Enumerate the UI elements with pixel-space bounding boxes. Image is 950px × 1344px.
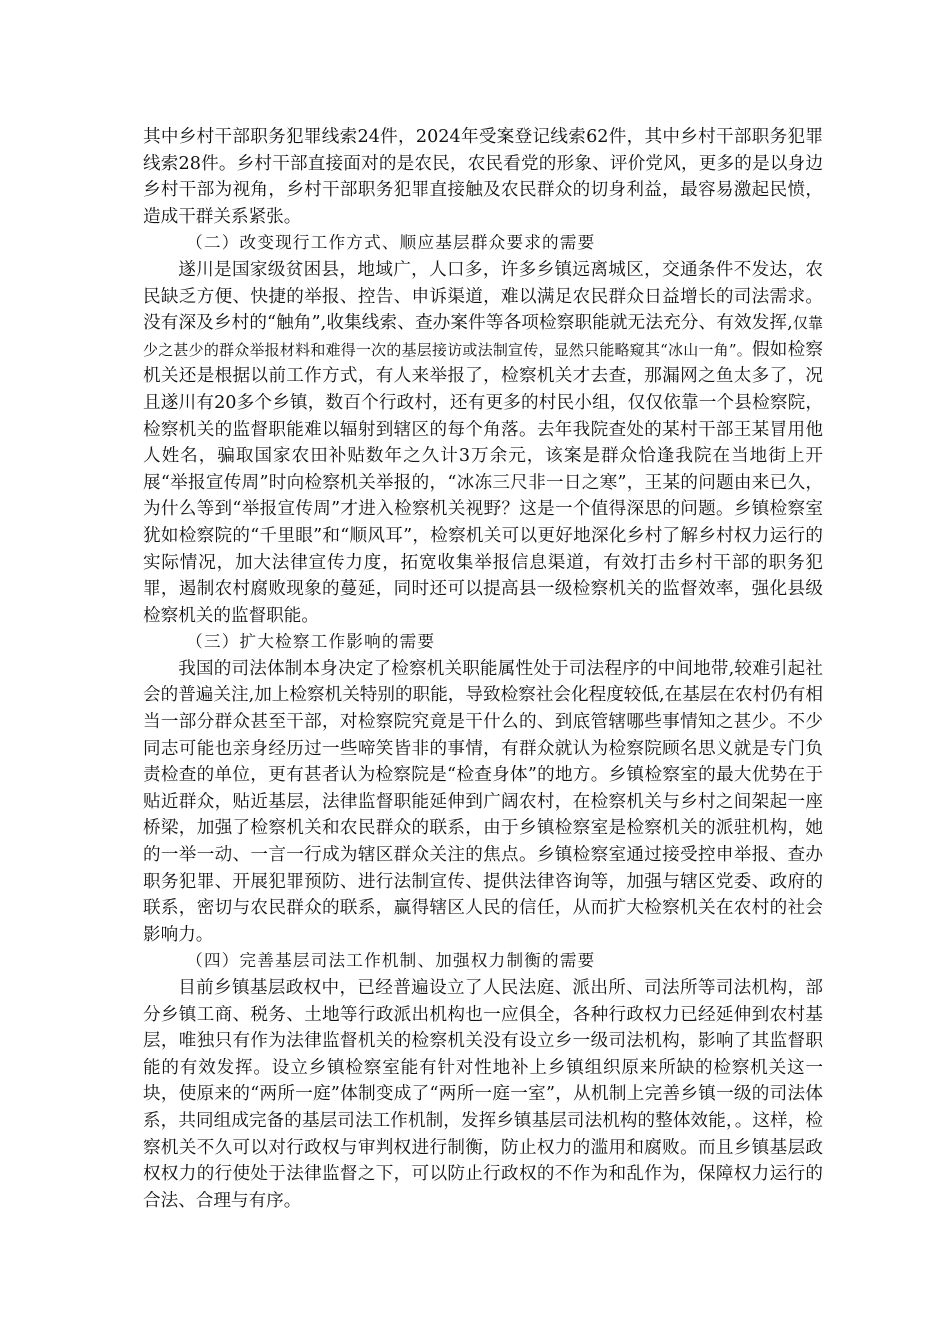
paragraph-section-2-part-a: 遂川是国家级贫困县，地域广，人口多，许多乡镇远离城区，交通条件不发达，农民缺乏方便、快捷的举报、控告、申诉渠道，难以满足农民群众日益增长的司法需求。没有深及乡村的“触角”,收集线索、查办案件等各项检察职能就无法充分、有效发挥,	[143, 259, 823, 334]
section-heading-2: （二）改变现行工作方式、顺应基层群众要求的需要	[186, 233, 596, 253]
section-heading-3: （三）扩大检察工作影响的需要	[186, 632, 436, 652]
paragraph-continued: 其中乡村干部职务犯罪线索24件，2024年受案登记线索62件，其中乡村干部职务犯罪线索28件。乡村干部直接面对的是农民，农民看党的形象、评价党风，更多的是以身边乡村干部为视角，乡村干部职务犯罪直接触及农民群众的切身利益，最容易激起民愤，造成干群关系紧张。	[143, 127, 823, 227]
paragraph-section-2-part-c: 假如检察机关还是根据以前工作方式，有人来举报了，检察机关才去查，那漏网之鱼太多了，况且遂川有20多个乡镇，数百个行政村，还有更多的村民小组，仅仅依靠一个县检察院，检察机关的监督职能难以辐射到辖区的每个角落。去年我院查处的某村干部王某冒用他人姓名，骗取国家农田补贴数年之久计3万余元，该案是群众恰逢我院在当地街上开展“举报宣传周”时向检察机关举报的，“冰冻三尺非一日之寒”，王某的问题由来已久，为什么等到“举报宣传周”才进入检察机关视野？这是一个值得深思的问题。乡镇检察室犹如检察院的“千里眼”和“顺风耳”，检察机关可以更好地深化乡村了解乡村权力运行的实际情况，加大法律宣传力度，拓宽收集举报信息渠道，有效打击乡村干部的职务犯罪，遏制农村腐败现象的蔓延，同时还可以提高县一级检察机关的监督效率，强化县级检察机关的监督职能。	[143, 339, 823, 626]
paragraph-section-2-part-b: 仅靠少之甚少的群众举报材料和难得一次的基层接访或法制宣传，显然只能略窥其“冰山一角”。	[143, 314, 823, 359]
document-page	[143, 124, 823, 1214]
paragraph-section-2	[143, 257, 823, 629]
paragraph-section-3: 我国的司法体制本身决定了检察机关职能属性处于司法程序的中间地带,较难引起社会的普遍关注,加上检察机关特别的职能，导致检察社会化程度较低,在基层在农村仍有相当一部分群众甚至干部，对检察院究竟是干什么的、到底管辖哪些事情知之甚少。不少同志可能也亲身经历过一些啼笑皆非的事情，有群众就认为检察院顾名思义就是专门负责检查的单位，更有甚者认为检察院是“检查身体”的地方。乡镇检察室的最大优势在于贴近群众，贴近基层，法律监督职能延伸到广阔农村，在检察机关与乡村之间架起一座桥梁，加强了检察机关和农民群众的联系，由于乡镇检察室是检察机关的派驻机构，她的一举一动、一言一行成为辖区群众关注的焦点。乡镇检察室通过接受控申举报、查办职务犯罪、开展犯罪预防、进行法制宣传、提供法律咨询等，加强与辖区党委、政府的联系，密切与农民群众的联系，赢得辖区人民的信任，从而扩大检察机关在农村的社会影响力。	[143, 658, 823, 945]
section-heading-4: （四）完善基层司法工作机制、加强权力制衡的需要	[186, 951, 596, 971]
paragraph-section-4: 目前乡镇基层政权中，已经普遍设立了人民法庭、派出所、司法所等司法机构，部分乡镇工商、税务、土地等行政派出机构也一应俱全，各种行政权力已经延伸到农村基层，唯独只有作为法律监督机关的检察机关没有设立乡一级司法机构，影响了其监督职能的有效发挥。设立乡镇检察室能有针对性地补上乡镇组织原来所缺的检察机关这一块，使原来的“两所一庭”体制变成了“两所一庭一室”，从机制上完善乡镇一级的司法体系，共同组成完备的基层司法工作机制，发挥乡镇基层司法机构的整体效能，。这样，检察机关不久可以对行政权与审判权进行制衡，防止权力的滥用和腐败。而且乡镇基层政权权力的行使处于法律监督之下，可以防止行政权的不作为和乱作为，保障权力运行的合法、合理与有序。	[143, 978, 823, 1211]
